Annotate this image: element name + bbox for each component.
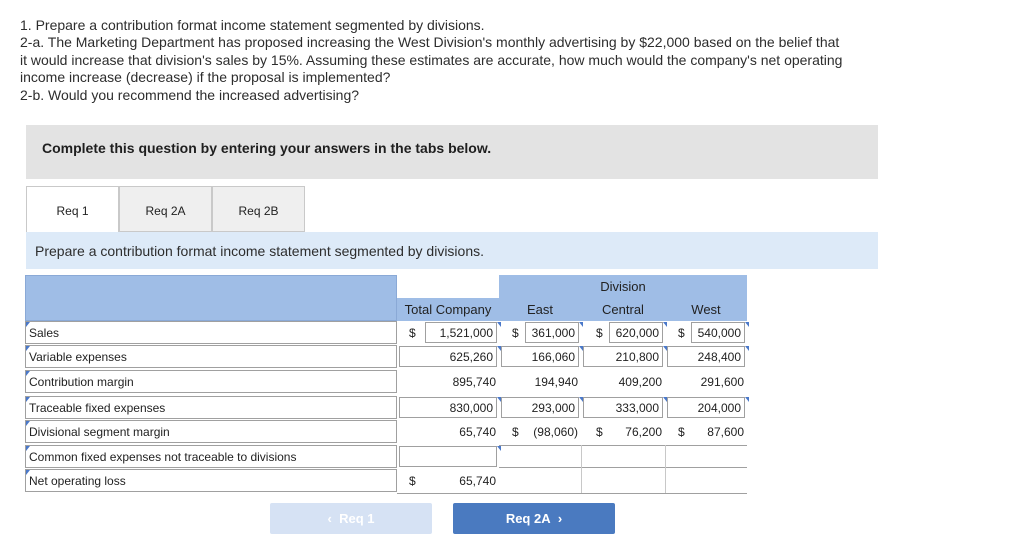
variable-east-input[interactable]: 166,060 bbox=[501, 346, 579, 367]
col-west: West bbox=[691, 302, 721, 317]
variable-central-input[interactable]: 210,800 bbox=[583, 346, 663, 367]
net-operating-total-value: 65,740 bbox=[459, 474, 496, 488]
question-line: income increase (decrease) if the proposal is implemented? bbox=[20, 69, 391, 86]
column-divider bbox=[665, 445, 666, 493]
col-east: East bbox=[526, 302, 553, 317]
division-header: Division bbox=[600, 279, 646, 294]
currency-symbol: $ bbox=[678, 425, 685, 439]
row-label-net-operating[interactable]: Net operating loss bbox=[25, 469, 397, 492]
traceable-east-input[interactable]: 293,000 bbox=[501, 397, 579, 418]
row-label-segment-margin[interactable]: Divisional segment margin bbox=[25, 420, 397, 443]
sales-total-input[interactable]: 1,521,000 bbox=[425, 322, 497, 343]
currency-symbol: $ bbox=[512, 425, 519, 439]
segment-west-value: 87,600 bbox=[707, 425, 744, 439]
contribution-east-value: 194,940 bbox=[534, 375, 578, 389]
chevron-right-icon: › bbox=[550, 511, 563, 526]
currency-symbol: $ bbox=[409, 474, 416, 488]
tab-req-1[interactable]: Req 1 bbox=[26, 186, 119, 233]
question-line: 2-a. The Marketing Department has proposed increasing the West Division's monthly advertising by $22,000 based on the belief that bbox=[20, 34, 840, 51]
variable-total-input[interactable]: 625,260 bbox=[399, 346, 497, 367]
question-text bbox=[20, 17, 960, 104]
chevron-left-icon: ‹ bbox=[327, 511, 340, 526]
common-fixed-division-blank bbox=[499, 445, 747, 468]
segment-total-value: 65,740 bbox=[459, 425, 496, 439]
next-button-label: Req 2A bbox=[505, 511, 551, 526]
traceable-west-input[interactable]: 204,000 bbox=[667, 397, 745, 418]
sales-central-input[interactable]: 620,000 bbox=[609, 322, 663, 343]
tab-instruction: Prepare a contribution format income statement segmented by divisions. bbox=[26, 232, 878, 269]
tab-req-2b[interactable]: Req 2B bbox=[212, 186, 305, 232]
traceable-central-input[interactable]: 333,000 bbox=[583, 397, 663, 418]
table-bottom-border bbox=[397, 493, 747, 494]
variable-west-input[interactable]: 248,400 bbox=[667, 346, 745, 367]
next-button[interactable] bbox=[453, 503, 615, 534]
contribution-total-value: 895,740 bbox=[452, 375, 496, 389]
contribution-central-value: 409,200 bbox=[618, 375, 662, 389]
col-total-company: Total Company bbox=[404, 302, 492, 317]
segment-central-value: 76,200 bbox=[625, 425, 662, 439]
question-line: 1. Prepare a contribution format income statement segmented by divisions. bbox=[20, 17, 485, 33]
tab-req-2a[interactable]: Req 2A bbox=[119, 186, 212, 232]
table-header-blank bbox=[25, 275, 397, 321]
sales-west-input[interactable]: 540,000 bbox=[691, 322, 745, 343]
row-label-sales[interactable]: Sales bbox=[25, 321, 397, 344]
currency-symbol: $ bbox=[596, 425, 603, 439]
currency-symbol: $ bbox=[678, 326, 685, 340]
currency-symbol: $ bbox=[512, 326, 519, 340]
instructions-banner: Complete this question by entering your answers in the tabs below. bbox=[26, 125, 878, 179]
question-line: it would increase that division's sales by 15%. Assuming these estimates are accurate, how much would the company's net operating bbox=[20, 51, 843, 68]
prev-button[interactable] bbox=[270, 503, 432, 534]
row-label-variable-expenses[interactable]: Variable expenses bbox=[25, 345, 397, 368]
col-central: Central bbox=[602, 302, 644, 317]
contribution-west-value: 291,600 bbox=[700, 375, 744, 389]
traceable-total-input[interactable]: 830,000 bbox=[399, 397, 497, 418]
question-line: 2-b. Would you recommend the increased advertising? bbox=[20, 86, 360, 103]
currency-symbol: $ bbox=[596, 326, 603, 340]
row-label-traceable-fixed[interactable]: Traceable fixed expenses bbox=[25, 396, 397, 419]
currency-symbol: $ bbox=[409, 326, 416, 340]
segment-east-value: (98,060) bbox=[533, 425, 578, 439]
prev-button-label: Req 1 bbox=[339, 511, 375, 526]
row-label-contribution-margin[interactable]: Contribution margin bbox=[25, 370, 397, 393]
row-label-common-fixed[interactable]: Common fixed expenses not traceable to divisions bbox=[25, 445, 397, 468]
common-fixed-total-input[interactable] bbox=[399, 446, 497, 467]
sales-east-input[interactable]: 361,000 bbox=[525, 322, 579, 343]
column-divider bbox=[581, 445, 582, 493]
